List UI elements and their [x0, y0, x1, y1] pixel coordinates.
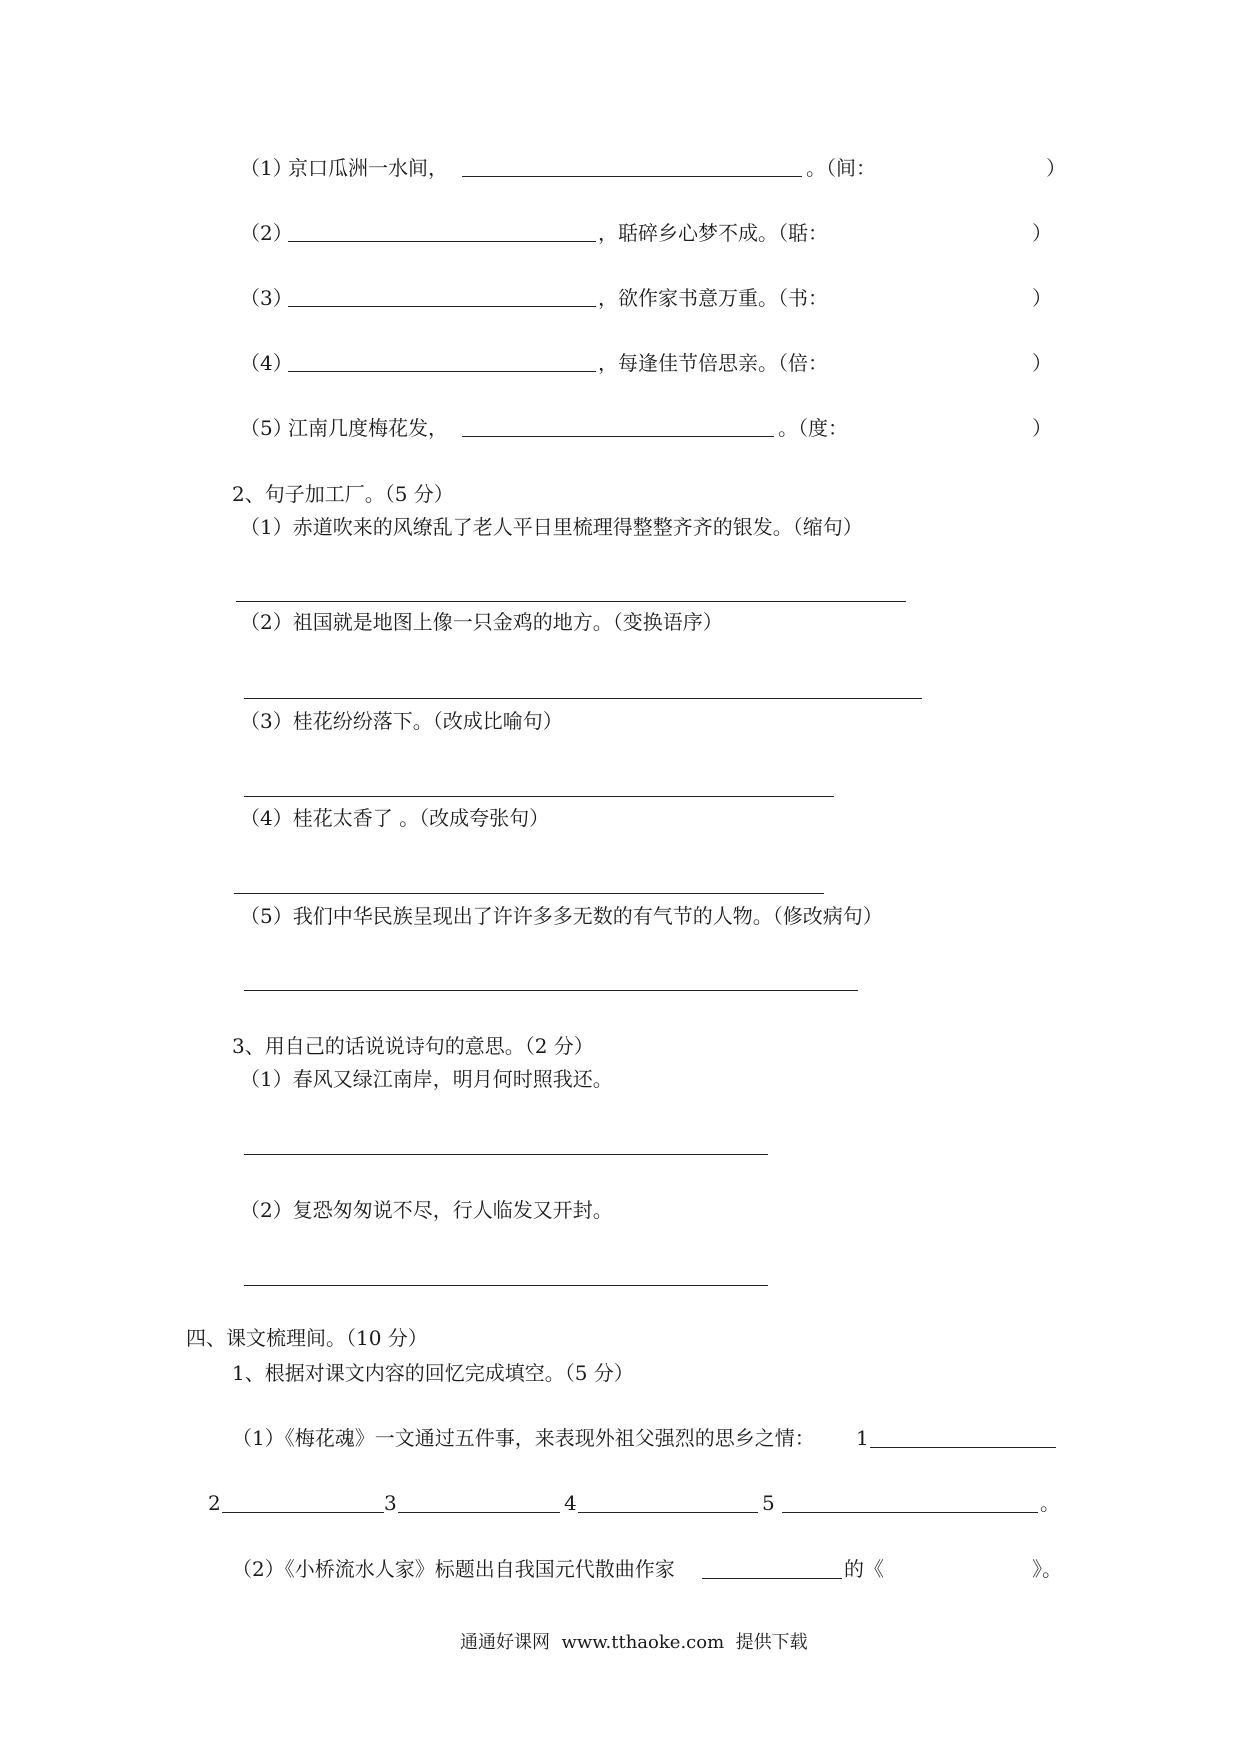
poem-1-pre: 京口瓜洲一水间， — [288, 156, 448, 180]
poem-2-close: ） — [1032, 221, 1052, 245]
poem-2-blank[interactable] — [288, 241, 596, 242]
item1-blank-2[interactable] — [222, 1512, 384, 1513]
item1-blank-4[interactable] — [578, 1512, 758, 1513]
section4-q1-title: 1、根据对课文内容的回忆完成填空。（5 分） — [232, 1361, 634, 1385]
q3-item-1: （1）春风又绿江南岸，明月何时照我还。 — [240, 1067, 613, 1091]
poem-3-close: ） — [1032, 286, 1052, 310]
q3-title: 3、用自己的话说说诗句的意思。（2 分） — [232, 1034, 594, 1058]
q2-item-5: （5）我们中华民族呈现出了许许多多无数的有气节的人物。（修改病句） — [240, 904, 883, 928]
item1-blank-label-4: 4 — [564, 1491, 577, 1515]
q3-answer-line-1[interactable] — [244, 1154, 768, 1155]
poem-3-post: ，欲作家书意万重。（书： — [598, 286, 828, 310]
q2-answer-line-2[interactable] — [244, 698, 922, 699]
q2-answer-line-3[interactable] — [244, 796, 834, 797]
q2-title: 2、句子加工厂。（5 分） — [232, 482, 454, 506]
section4-item2-end: 》。 — [1032, 1557, 1062, 1581]
section4-title: 四、课文梳理间。（10 分） — [186, 1326, 428, 1350]
item1-blank-3[interactable] — [398, 1512, 560, 1513]
q2-answer-line-5[interactable] — [244, 990, 858, 991]
section4-item2-mid: 的《 — [844, 1557, 884, 1581]
item1-blank-label-3: 3 — [384, 1491, 397, 1515]
q3-item-2: （2）复恐匆匆说不尽，行人临发又开封。 — [240, 1198, 613, 1222]
poem-1-post: 。（间： — [806, 156, 876, 180]
poem-5-pre: 江南几度梅花发， — [288, 416, 448, 440]
item1-blank-5[interactable] — [782, 1512, 1038, 1513]
poem-3-num: （3） — [240, 286, 293, 310]
q2-answer-line-4[interactable] — [234, 893, 824, 894]
q2-item-3: （3）桂花纷纷落下。（改成比喻句） — [240, 709, 563, 733]
item1-blank-label-1: 1 — [856, 1426, 869, 1450]
q2-item-1: （1）赤道吹来的风缭乱了老人平日里梳理得整整齐齐的银发。（缩句） — [240, 515, 863, 539]
poem-1-num: （1） — [240, 156, 293, 180]
poem-4-close: ） — [1032, 351, 1052, 375]
poem-3-blank[interactable] — [288, 306, 596, 307]
section4-item1: （1）《梅花魂》一文通过五件事，来表现外祖父强烈的思乡之情： — [232, 1426, 815, 1450]
q3-answer-line-2[interactable] — [244, 1285, 768, 1286]
poem-1-blank[interactable] — [462, 176, 802, 177]
item1-blank-1[interactable] — [870, 1447, 1056, 1448]
item1-blank-label-2: 2 — [208, 1491, 221, 1515]
poem-2-post: ，聒碎乡心梦不成。（聒： — [598, 221, 828, 245]
item2-blank-author[interactable] — [702, 1578, 842, 1579]
poem-4-blank[interactable] — [288, 371, 596, 372]
poem-5-close: ） — [1032, 416, 1052, 440]
poem-4-post: ，每逢佳节倍思亲。（倍： — [598, 351, 828, 375]
section4-item2-pre: （2）《小桥流水人家》标题出自我国元代散曲作家 — [232, 1557, 675, 1581]
item1-end: 。 — [1040, 1491, 1060, 1515]
q2-item-4: （4）桂花太香了 。（改成夸张句） — [240, 806, 550, 830]
poem-5-num: （5） — [240, 416, 293, 440]
item1-blank-label-5: 5 — [762, 1491, 775, 1515]
q2-item-2: （2）祖国就是地图上像一只金鸡的地方。（变换语序） — [240, 610, 723, 634]
poem-5-blank[interactable] — [462, 436, 774, 437]
poem-2-num: （2） — [240, 221, 293, 245]
poem-1-close: ） — [1046, 156, 1066, 180]
q2-answer-line-1[interactable] — [236, 601, 906, 602]
poem-5-post: 。（度： — [778, 416, 848, 440]
poem-4-num: （4） — [240, 351, 293, 375]
page-footer: 通通好课网 www.tthaoke.com 提供下载 — [460, 1632, 808, 1653]
